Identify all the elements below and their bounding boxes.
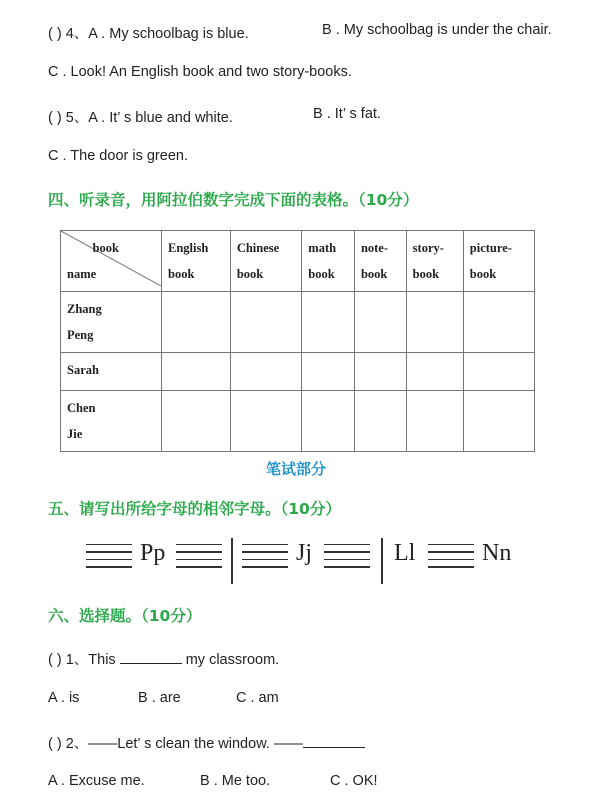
q2-option-a: A . Excuse me.: [48, 773, 145, 789]
divider: [381, 538, 383, 584]
q4-option-b: B . My schoolbag is under the chair.: [322, 22, 552, 38]
answer-blank[interactable]: [303, 747, 365, 748]
row-header: [61, 353, 162, 391]
q1-stem: [48, 648, 279, 669]
column-header-line1: Chinese: [236, 241, 280, 255]
q1-stem-end: my classroom.: [181, 652, 280, 668]
column-header: [162, 231, 231, 292]
answer-cell[interactable]: [302, 353, 355, 391]
column-header-line1: English: [168, 241, 209, 255]
q5-option-b: B . It’ s fat.: [313, 106, 381, 122]
table-row: [61, 292, 535, 353]
answer-blank[interactable]: [120, 663, 182, 664]
letter-ll: Ll: [394, 540, 416, 566]
section5-title: 五、请写出所给字母的相邻字母。（10分）: [48, 500, 341, 518]
table-row: [61, 391, 535, 452]
answer-cell[interactable]: [302, 292, 355, 353]
writing-lines[interactable]: [242, 544, 288, 574]
q5-option-c: C . The door is green.: [48, 148, 188, 164]
table-row: [61, 353, 535, 391]
letter-pp: Pp: [140, 540, 166, 566]
q2-option-b: B . Me too.: [200, 773, 271, 789]
q1-option-a: A . is: [48, 690, 80, 706]
column-header-line1: story-: [412, 241, 444, 255]
answer-cell[interactable]: [162, 391, 231, 452]
q4-option-c: C . Look! An English book and two story-books.: [48, 64, 352, 80]
answer-cell[interactable]: [162, 292, 231, 353]
corner-top-label: book: [92, 241, 119, 255]
column-header-line1: note-: [360, 241, 389, 255]
column-header: [406, 231, 463, 292]
column-header: [302, 231, 355, 292]
table-header-row: [61, 231, 535, 292]
letter-nn: Nn: [482, 540, 512, 566]
corner-cell: [61, 231, 162, 292]
column-header-line2: book: [412, 267, 440, 281]
q1-option-c: C . am: [236, 690, 279, 706]
answer-cell[interactable]: [230, 353, 301, 391]
listening-table: [60, 230, 535, 452]
column-header-line1: picture-: [469, 241, 512, 255]
answer-cell[interactable]: [406, 353, 463, 391]
q1-option-b: B . are: [138, 690, 181, 706]
row-header-line2: Peng: [67, 328, 94, 342]
letter-jj: Jj: [296, 540, 313, 566]
q4-stem: ( ) 4、A . My schoolbag is blue.: [48, 26, 249, 42]
row-header: [61, 391, 162, 452]
writing-lines[interactable]: [428, 544, 474, 574]
column-header-line2: book: [360, 267, 388, 281]
corner-bottom-label: name: [67, 267, 97, 281]
answer-cell[interactable]: [406, 292, 463, 353]
q2-stem: [48, 732, 365, 753]
answer-cell[interactable]: [162, 353, 231, 391]
row-header: [61, 292, 162, 353]
row-header-line1: Sarah: [67, 363, 99, 377]
answer-cell[interactable]: [230, 292, 301, 353]
column-header-line1: math: [308, 241, 337, 255]
q1-stem-start: ( ) 1、This: [48, 652, 120, 668]
letter-writing-lines: [86, 536, 526, 584]
column-header-line2: book: [168, 267, 195, 281]
answer-cell[interactable]: [406, 391, 463, 452]
writing-lines[interactable]: [324, 544, 370, 574]
answer-cell[interactable]: [230, 391, 301, 452]
column-header-line2: book: [308, 267, 335, 281]
answer-cell[interactable]: [463, 353, 534, 391]
answer-cell[interactable]: [354, 353, 406, 391]
column-header-line2: book: [469, 267, 497, 281]
row-header-line1: Zhang: [67, 302, 102, 316]
section4-title: 四、听录音，用阿拉伯数字完成下面的表格。（10分）: [48, 191, 419, 209]
divider: [231, 538, 233, 584]
answer-cell[interactable]: [354, 292, 406, 353]
column-header: [354, 231, 406, 292]
q5-stem: ( ) 5、A . It’ s blue and white.: [48, 110, 233, 126]
section6-title: 六、选择题。（10分）: [48, 607, 202, 625]
writing-lines[interactable]: [86, 544, 132, 574]
row-header-line1: Chen: [67, 401, 96, 415]
q2-stem-text: ( ) 2、——Let’ s clean the window. ——: [48, 736, 303, 752]
row-header-line2: Jie: [67, 427, 83, 441]
column-header: [230, 231, 301, 292]
writing-lines[interactable]: [176, 544, 222, 574]
answer-cell[interactable]: [463, 292, 534, 353]
answer-cell[interactable]: [354, 391, 406, 452]
answer-cell[interactable]: [463, 391, 534, 452]
written-part-title: 笔试部分: [265, 460, 326, 478]
answer-cell[interactable]: [302, 391, 355, 452]
column-header-line2: book: [236, 267, 264, 281]
q2-option-c: C . OK!: [330, 773, 378, 789]
column-header: [463, 231, 534, 292]
